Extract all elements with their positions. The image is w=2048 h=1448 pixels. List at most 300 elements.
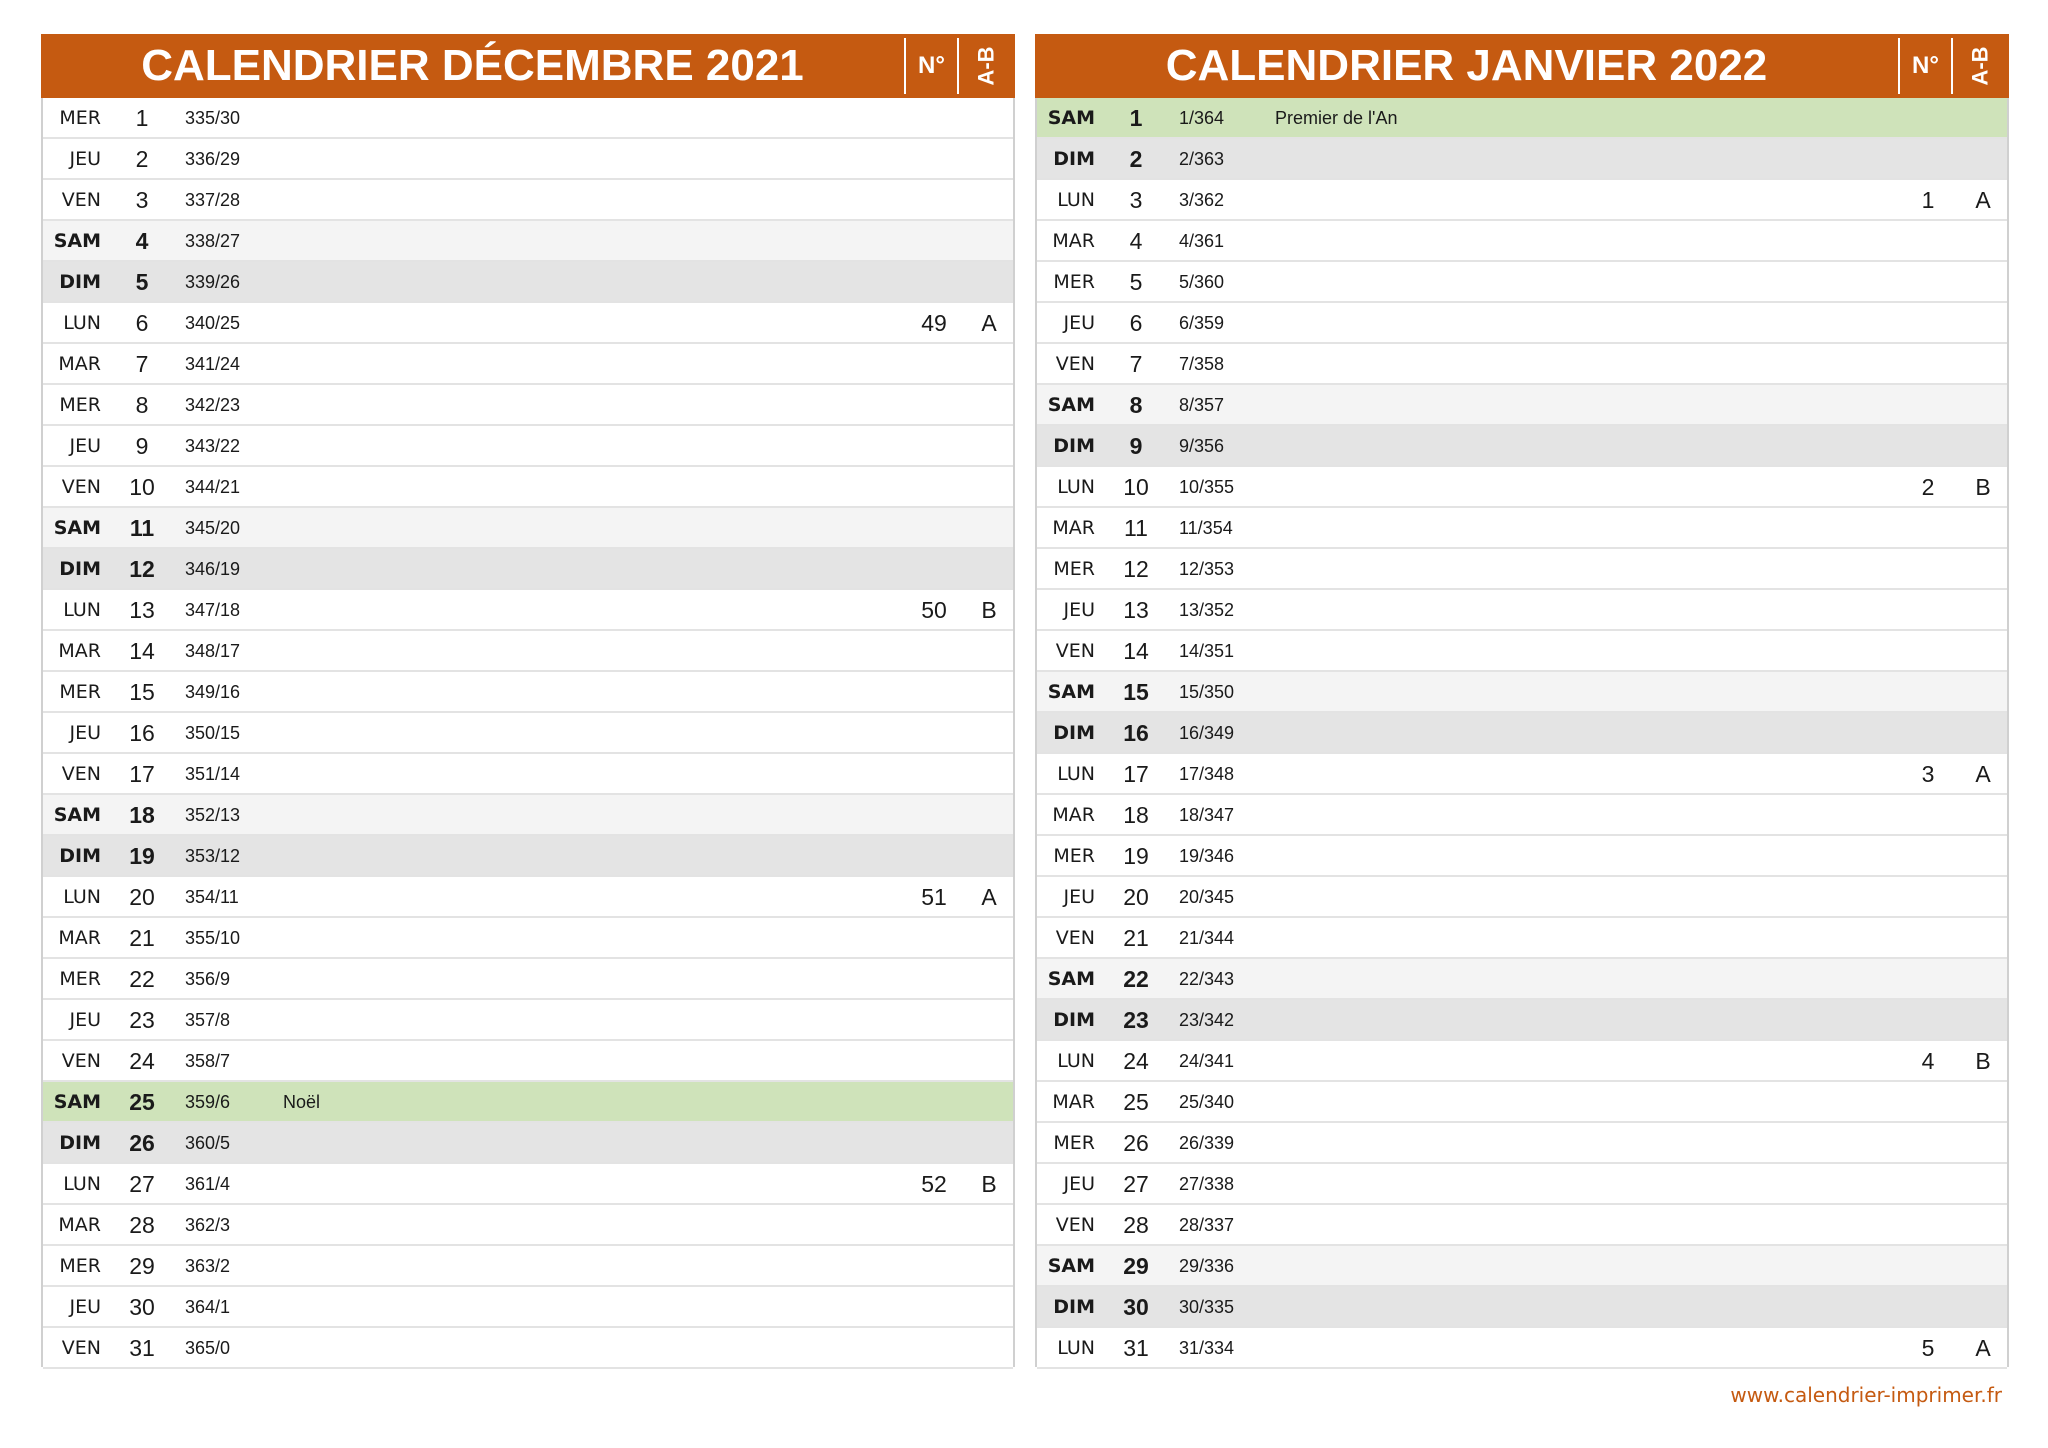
day-row <box>1037 467 2007 508</box>
event-label <box>283 754 783 793</box>
event-label <box>1275 262 1775 301</box>
week-ab-label <box>961 1287 1017 1326</box>
day-of-year: 335/30 <box>185 108 241 128</box>
week-ab-label <box>1955 221 2011 260</box>
day-of-year: 345/20 <box>185 518 241 538</box>
week-ab-label: A <box>981 310 997 336</box>
day-number: 24 <box>1123 1048 1149 1074</box>
day-number: 29 <box>1123 1253 1149 1279</box>
week-ab-label <box>1955 98 2011 137</box>
day-number: 11 <box>129 515 155 541</box>
event-label <box>283 303 783 342</box>
day-of-year: 358/7 <box>185 1051 231 1071</box>
day-row <box>1037 672 2007 713</box>
week-ab-label: B <box>981 1171 997 1197</box>
day-number: 28 <box>129 1212 155 1238</box>
day-number: 31 <box>1123 1335 1149 1361</box>
day-of-year: 346/19 <box>185 559 241 579</box>
week-ab-label <box>1955 303 2011 342</box>
event-label <box>283 877 783 916</box>
event-label <box>1275 754 1775 793</box>
week-ab-label <box>961 631 1017 670</box>
week-ab-header-label: A-B <box>973 46 999 86</box>
day-row <box>1037 426 2007 467</box>
day-number: 14 <box>129 638 155 664</box>
day-row <box>43 1328 1013 1369</box>
day-rows <box>43 98 1013 1369</box>
event-label <box>1275 1164 1775 1203</box>
weekday-label: LUN <box>1057 763 1095 785</box>
day-of-year: 20/345 <box>1179 887 1235 907</box>
weekday-label: DIM <box>1053 722 1095 744</box>
day-number: 29 <box>129 1253 155 1279</box>
day-number: 4 <box>1129 228 1143 254</box>
footer-url[interactable]: www.calendrier-imprimer.fr <box>1730 1383 2002 1407</box>
event-label <box>1275 1123 1775 1162</box>
day-of-year: 336/29 <box>185 149 241 169</box>
day-of-year: 21/344 <box>1179 928 1235 948</box>
week-number <box>1903 98 1953 137</box>
week-number: 50 <box>921 597 947 623</box>
calendar-title: CALENDRIER JANVIER 2022 <box>1165 41 1768 90</box>
day-row <box>1037 1164 2007 1205</box>
weekday-label: DIM <box>1053 148 1095 170</box>
weekday-label: MER <box>1053 1132 1095 1154</box>
weekday-label: DIM <box>59 1132 101 1154</box>
event-label <box>1275 1041 1775 1080</box>
week-ab-label <box>1955 877 2011 916</box>
week-number <box>909 1082 959 1121</box>
weekday-label: LUN <box>1057 189 1095 211</box>
day-number: 30 <box>129 1294 155 1320</box>
day-number: 2 <box>135 146 149 172</box>
day-of-year: 12/353 <box>1179 559 1235 579</box>
day-row <box>1037 1287 2007 1328</box>
calendar-title: CALENDRIER DÉCEMBRE 2021 <box>141 41 804 90</box>
day-of-year: 30/335 <box>1179 1297 1235 1317</box>
day-of-year: 9/356 <box>1179 436 1225 456</box>
week-number: 1 <box>1921 187 1935 213</box>
day-of-year: 352/13 <box>185 805 241 825</box>
week-number <box>1903 1205 1953 1244</box>
week-number <box>909 1205 959 1244</box>
week-number <box>909 180 959 219</box>
weekday-label: LUN <box>63 599 101 621</box>
day-of-year: 344/21 <box>185 477 241 497</box>
day-row <box>1037 713 2007 754</box>
event-label <box>1275 1000 1775 1039</box>
day-number: 16 <box>1123 720 1149 746</box>
week-ab-column-header <box>959 34 1015 98</box>
day-number: 18 <box>129 802 155 828</box>
weekday-label: JEU <box>69 1009 101 1031</box>
day-number: 2 <box>1129 146 1143 172</box>
week-number <box>909 139 959 178</box>
week-ab-label <box>961 754 1017 793</box>
week-ab-label <box>1955 344 2011 383</box>
weekday-label: VEN <box>61 763 101 785</box>
week-number <box>1903 262 1953 301</box>
day-row <box>1037 1082 2007 1123</box>
event-label <box>1275 877 1775 916</box>
weekday-label: DIM <box>1053 1296 1095 1318</box>
week-number <box>909 959 959 998</box>
day-row <box>43 303 1013 344</box>
week-ab-label <box>1955 672 2011 711</box>
day-row <box>43 262 1013 303</box>
day-row <box>1037 631 2007 672</box>
event-label <box>1275 631 1775 670</box>
day-number: 22 <box>129 966 155 992</box>
day-of-year: 10/355 <box>1179 477 1235 497</box>
day-row <box>1037 139 2007 180</box>
week-ab-label <box>1955 508 2011 547</box>
day-number: 8 <box>1129 392 1143 418</box>
weekday-label: LUN <box>63 886 101 908</box>
event-label <box>283 1287 783 1326</box>
event-label <box>1275 795 1775 834</box>
day-number: 25 <box>1123 1089 1149 1115</box>
event-label <box>1275 959 1775 998</box>
day-number: 5 <box>1129 269 1143 295</box>
event-label <box>1275 1205 1775 1244</box>
event-label <box>1275 590 1775 629</box>
week-ab-label <box>961 549 1017 588</box>
day-row <box>1037 508 2007 549</box>
day-row <box>43 1082 1013 1123</box>
weekday-label: JEU <box>69 722 101 744</box>
weekday-label: MAR <box>58 927 101 949</box>
week-number <box>909 1287 959 1326</box>
event-label <box>1275 1246 1775 1285</box>
event-label <box>1275 139 1775 178</box>
weekday-label: MER <box>59 394 101 416</box>
event-label <box>283 549 783 588</box>
week-ab-label: A <box>1975 761 1991 787</box>
event-label <box>1275 1082 1775 1121</box>
day-row <box>43 139 1013 180</box>
weekday-label: SAM <box>53 804 101 826</box>
week-number <box>909 795 959 834</box>
day-number: 1 <box>1129 105 1143 131</box>
event-label <box>1275 713 1775 752</box>
day-of-year: 357/8 <box>185 1010 231 1030</box>
day-of-year: 338/27 <box>185 231 241 251</box>
weekday-label: JEU <box>69 148 101 170</box>
week-number <box>1903 303 1953 342</box>
day-number: 7 <box>1129 351 1143 377</box>
weekday-label: SAM <box>1047 1255 1095 1277</box>
day-of-year: 13/352 <box>1179 600 1235 620</box>
weekday-label: MAR <box>58 353 101 375</box>
day-of-year: 354/11 <box>185 887 239 907</box>
week-ab-label <box>961 959 1017 998</box>
week-ab-label <box>961 1246 1017 1285</box>
week-number: 2 <box>1921 474 1935 500</box>
day-number: 4 <box>135 228 149 254</box>
day-row <box>43 1205 1013 1246</box>
weekday-label: MAR <box>1052 517 1095 539</box>
week-number <box>909 221 959 260</box>
week-ab-label <box>1955 549 2011 588</box>
week-ab-label <box>961 467 1017 506</box>
day-number: 21 <box>129 925 155 951</box>
event-label <box>283 631 783 670</box>
day-of-year: 337/28 <box>185 190 241 210</box>
week-ab-label <box>1955 713 2011 752</box>
week-ab-label: A <box>1975 187 1991 213</box>
week-number <box>1903 549 1953 588</box>
day-number: 25 <box>129 1089 155 1115</box>
day-of-year: 343/22 <box>185 436 241 456</box>
event-label <box>1275 1287 1775 1326</box>
week-number <box>1903 590 1953 629</box>
day-number: 20 <box>129 884 155 910</box>
week-number <box>1903 1246 1953 1285</box>
week-number <box>909 1123 959 1162</box>
event-label <box>283 795 783 834</box>
day-row <box>43 754 1013 795</box>
event-label <box>283 385 783 424</box>
week-number <box>1903 631 1953 670</box>
day-number: 14 <box>1123 638 1149 664</box>
day-row <box>1037 836 2007 877</box>
week-ab-column-header <box>1953 34 2009 98</box>
week-number <box>909 1246 959 1285</box>
weekday-label: VEN <box>1055 1214 1095 1236</box>
week-number <box>1903 1000 1953 1039</box>
event-label <box>283 1041 783 1080</box>
week-ab-label <box>961 795 1017 834</box>
day-number: 13 <box>1123 597 1149 623</box>
day-row <box>1037 262 2007 303</box>
week-ab-label <box>1955 385 2011 424</box>
day-row <box>43 672 1013 713</box>
day-row <box>1037 344 2007 385</box>
week-number <box>1903 139 1953 178</box>
event-label <box>283 180 783 219</box>
day-row <box>43 344 1013 385</box>
weekday-label: VEN <box>61 476 101 498</box>
week-number <box>909 713 959 752</box>
week-number: 52 <box>921 1171 947 1197</box>
event-label <box>283 590 783 629</box>
week-number <box>909 836 959 875</box>
day-number: 11 <box>1124 515 1148 541</box>
week-number: 51 <box>921 884 947 910</box>
weekday-label: JEU <box>1063 886 1095 908</box>
day-row <box>43 426 1013 467</box>
weekday-label: LUN <box>63 312 101 334</box>
event-label <box>283 139 783 178</box>
week-number <box>909 426 959 465</box>
day-of-year: 348/17 <box>185 641 241 661</box>
day-of-year: 27/338 <box>1179 1174 1235 1194</box>
day-of-year: 4/361 <box>1179 231 1225 251</box>
event-label <box>283 1205 783 1244</box>
calendar-january-2022 <box>1035 34 2009 1367</box>
week-number <box>1903 1287 1953 1326</box>
weekday-label: JEU <box>1063 1173 1095 1195</box>
week-number <box>1903 672 1953 711</box>
event-label <box>283 918 783 957</box>
week-number <box>909 1041 959 1080</box>
week-ab-label: B <box>1975 1048 1991 1074</box>
day-rows <box>1037 98 2007 1369</box>
week-ab-label <box>961 1328 1017 1367</box>
day-of-year: 361/4 <box>185 1174 231 1194</box>
day-of-year: 26/339 <box>1179 1133 1235 1153</box>
week-ab-label <box>961 1041 1017 1080</box>
weekday-label: SAM <box>53 230 101 252</box>
week-number <box>909 262 959 301</box>
day-of-year: 15/350 <box>1179 682 1235 702</box>
day-number: 20 <box>1123 884 1149 910</box>
day-number: 22 <box>1123 966 1149 992</box>
day-row <box>43 549 1013 590</box>
week-ab-label <box>961 180 1017 219</box>
calendar-header <box>41 34 1015 98</box>
week-number <box>909 549 959 588</box>
day-number: 19 <box>1123 843 1149 869</box>
day-of-year: 18/347 <box>1179 805 1235 825</box>
week-ab-label <box>961 344 1017 383</box>
week-number <box>1903 877 1953 916</box>
day-row <box>43 1246 1013 1287</box>
day-number: 3 <box>1129 187 1143 213</box>
day-of-year: 351/14 <box>185 764 241 784</box>
weekday-label: MER <box>1053 845 1095 867</box>
event-label <box>1275 836 1775 875</box>
day-row <box>1037 1328 2007 1369</box>
event-label <box>1275 344 1775 383</box>
day-of-year: 6/359 <box>1179 313 1225 333</box>
event-label <box>1275 549 1775 588</box>
day-of-year: 359/6 <box>185 1092 231 1112</box>
week-number <box>1903 836 1953 875</box>
day-row <box>43 385 1013 426</box>
day-row <box>43 221 1013 262</box>
day-of-year: 340/25 <box>185 313 241 333</box>
day-row <box>1037 795 2007 836</box>
day-number: 7 <box>135 351 149 377</box>
day-number: 27 <box>129 1171 155 1197</box>
day-number: 15 <box>129 679 155 705</box>
day-of-year: 11/354 <box>1179 518 1233 538</box>
day-of-year: 17/348 <box>1179 764 1235 784</box>
day-of-year: 365/0 <box>185 1338 231 1358</box>
event-label <box>283 344 783 383</box>
day-row <box>43 180 1013 221</box>
day-row <box>43 590 1013 631</box>
day-of-year: 28/337 <box>1179 1215 1235 1235</box>
weekday-label: LUN <box>63 1173 101 1195</box>
week-number <box>1903 426 1953 465</box>
day-row <box>1037 1205 2007 1246</box>
day-number: 15 <box>1123 679 1149 705</box>
week-number: 5 <box>1921 1335 1935 1361</box>
weekday-label: VEN <box>1055 927 1095 949</box>
day-of-year: 25/340 <box>1179 1092 1235 1112</box>
event-label <box>283 508 783 547</box>
event-label <box>283 1123 783 1162</box>
day-of-year: 19/346 <box>1179 846 1235 866</box>
event-label <box>1275 672 1775 711</box>
week-ab-label <box>961 1000 1017 1039</box>
day-of-year: 341/24 <box>185 354 241 374</box>
day-row <box>43 836 1013 877</box>
day-of-year: 2/363 <box>1179 149 1225 169</box>
week-ab-label <box>1955 426 2011 465</box>
week-ab-label <box>1955 1082 2011 1121</box>
week-number: 3 <box>1921 761 1935 787</box>
day-row <box>43 877 1013 918</box>
event-label <box>283 713 783 752</box>
event-label <box>283 836 783 875</box>
week-number: 4 <box>1921 1048 1935 1074</box>
week-ab-label <box>961 836 1017 875</box>
week-ab-label <box>961 713 1017 752</box>
weekday-label: SAM <box>53 1091 101 1113</box>
day-number: 12 <box>1123 556 1149 582</box>
weekday-label: MER <box>59 968 101 990</box>
calendar-december-2021 <box>41 34 1015 1367</box>
day-row <box>1037 590 2007 631</box>
day-row <box>43 631 1013 672</box>
week-number <box>909 631 959 670</box>
day-number: 13 <box>129 597 155 623</box>
day-number: 24 <box>129 1048 155 1074</box>
day-number: 17 <box>129 761 155 787</box>
week-ab-label <box>1955 1287 2011 1326</box>
day-number: 1 <box>135 105 149 131</box>
day-of-year: 363/2 <box>185 1256 231 1276</box>
weekday-label: MAR <box>1052 230 1095 252</box>
week-ab-label <box>1955 1123 2011 1162</box>
day-number: 27 <box>1123 1171 1149 1197</box>
week-ab-label <box>1955 1246 2011 1285</box>
weekday-label: DIM <box>1053 1009 1095 1031</box>
day-number: 10 <box>1123 474 1149 500</box>
weekday-label: DIM <box>59 558 101 580</box>
day-of-year: 350/15 <box>185 723 241 743</box>
weekday-label: VEN <box>1055 640 1095 662</box>
weekday-label: LUN <box>1057 1337 1095 1359</box>
week-ab-label <box>961 221 1017 260</box>
week-ab-label <box>961 1123 1017 1162</box>
week-ab-label <box>961 262 1017 301</box>
week-ab-label: A <box>981 884 997 910</box>
day-of-year: 362/3 <box>185 1215 231 1235</box>
day-row <box>43 98 1013 139</box>
day-number: 9 <box>135 433 149 459</box>
weekday-label: VEN <box>61 1050 101 1072</box>
event-label <box>283 959 783 998</box>
week-number <box>909 467 959 506</box>
weekday-label: MAR <box>1052 1091 1095 1113</box>
week-number <box>1903 1082 1953 1121</box>
day-number: 23 <box>1123 1007 1149 1033</box>
week-number <box>1903 385 1953 424</box>
week-ab-label <box>961 426 1017 465</box>
day-row <box>43 1041 1013 1082</box>
week-number: 49 <box>921 310 947 336</box>
day-number: 8 <box>135 392 149 418</box>
weekday-label: JEU <box>1063 599 1095 621</box>
week-number <box>1903 918 1953 957</box>
day-of-year: 356/9 <box>185 969 231 989</box>
week-ab-label <box>1955 1000 2011 1039</box>
